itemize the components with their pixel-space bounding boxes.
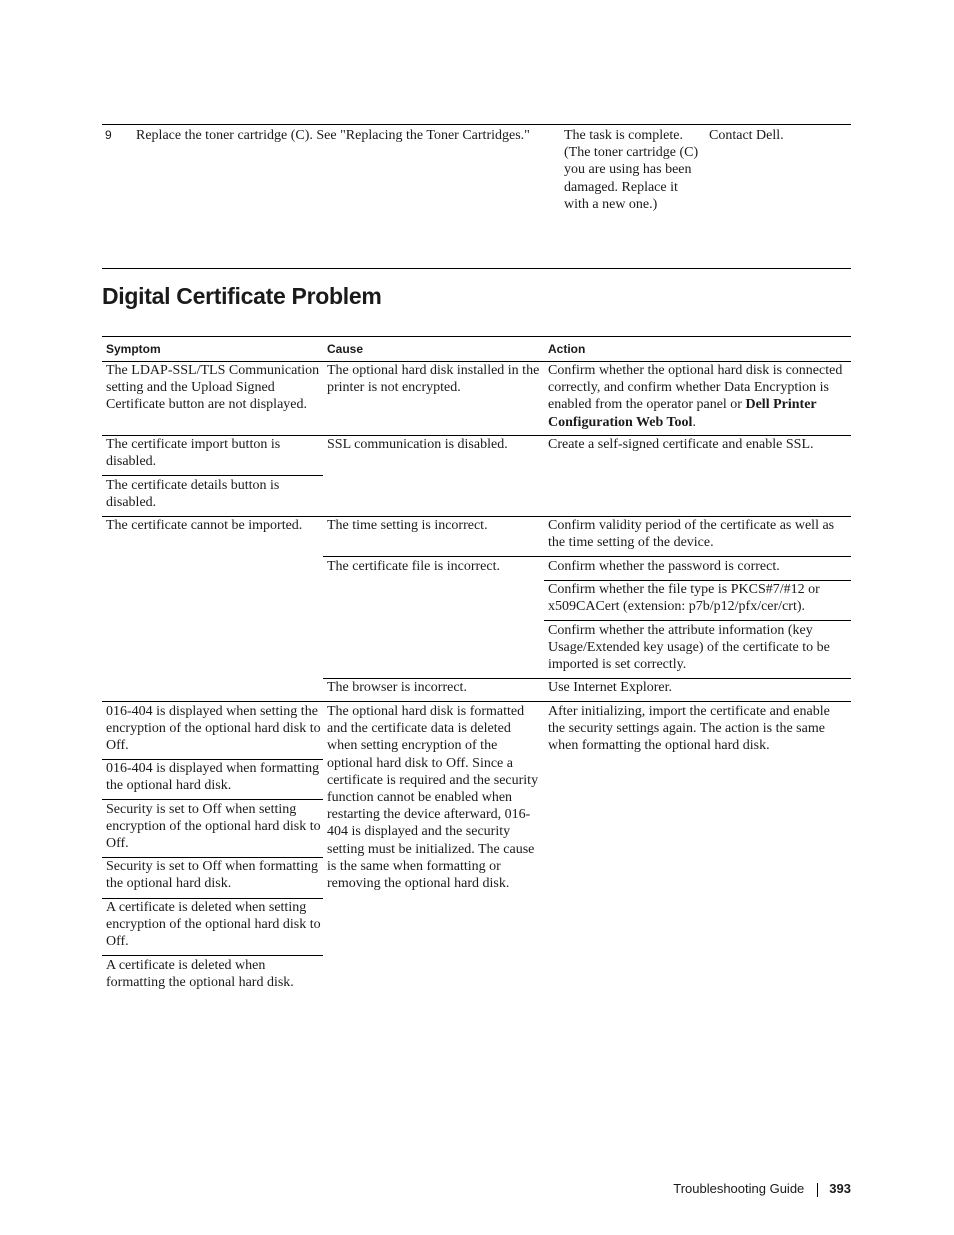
cause-cell: The optional hard disk installed in the printer is not encrypted.	[327, 363, 540, 396]
action-text: Confirm whether the optional hard disk is connected correctly, and confirm whether Data Encryption is enabled from the operator panel or	[548, 363, 843, 413]
action-cell: Create a self-signed certificate and enable SSL.	[548, 437, 814, 452]
step-number: 9	[105, 128, 112, 142]
footer-label: Troubleshooting Guide	[673, 1181, 805, 1196]
action-cell: Confirm whether the file type is PKCS#7/#12 or x509CACert (extension: p7b/p12/pfx/cer/crt).	[548, 582, 820, 615]
table-header-row	[102, 336, 851, 362]
row-divider	[102, 799, 323, 800]
cause-cell: The optional hard disk is formatted and the certificate data is deleted when setting encryption of the optional hard disk to Off. Since a certificate is required and the security function cannot be enabled when restarting the device afterward, 016-404 is displayed and the security setting must be initialized. The cause is the same when formatting or removing the optional hard disk.	[327, 704, 539, 892]
row-divider	[102, 701, 851, 702]
action-cell: Confirm validity period of the certificate as well as the time setting of the device.	[548, 518, 835, 551]
action-cell: Confirm whether the attribute information (key Usage/Extended key usage) of the certificate to be imported is set correctly.	[548, 623, 830, 673]
header-action: Action	[548, 342, 586, 356]
symptom-cell: A certificate is deleted when setting encryption of the optional hard disk to Off.	[106, 900, 321, 950]
row-divider	[102, 955, 323, 956]
row-divider	[102, 516, 851, 517]
page-number: 393	[829, 1181, 851, 1196]
row-divider	[323, 556, 851, 557]
symptom-cell: 016-404 is displayed when formatting the optional hard disk.	[106, 761, 320, 794]
action-cell: After initializing, import the certificate and enable the security settings again. The action is the same when formatting the optional hard disk.	[548, 704, 830, 754]
symptom-cell: The certificate details button is disabled.	[106, 478, 280, 511]
footer-separator	[817, 1183, 818, 1197]
symptom-cell: Security is set to Off when formatting the optional hard disk.	[106, 859, 319, 892]
symptom-cell: The certificate cannot be imported.	[106, 518, 303, 533]
symptom-cell: Security is set to Off when setting encryption of the optional hard disk to Off.	[106, 802, 321, 852]
symptom-cell: The certificate import button is disabled.	[106, 437, 281, 470]
symptom-cell: The LDAP-SSL/TLS Communication setting and the Upload Signed Certificate button are not displayed.	[106, 363, 320, 413]
step-table-top-rule	[102, 124, 851, 125]
row-divider	[323, 678, 851, 679]
header-cause: Cause	[327, 342, 364, 356]
page-footer	[673, 1181, 851, 1197]
step-instruction: Replace the toner cartridge (C). See "Replacing the Toner Cartridges."	[136, 128, 530, 143]
section-title: Digital Certificate Problem	[102, 283, 382, 309]
row-divider	[102, 857, 323, 858]
web-tool-name: Dell Printer Configuration Web Tool	[548, 397, 817, 430]
step-no-result: Contact Dell.	[709, 128, 784, 143]
cause-cell: SSL communication is disabled.	[327, 437, 508, 452]
header-symptom: Symptom	[106, 342, 161, 356]
cause-cell: The certificate file is incorrect.	[327, 559, 500, 574]
action-cell: Confirm whether the password is correct.	[548, 559, 780, 574]
section-rule	[102, 268, 851, 269]
step-yes-result: The task is complete. (The toner cartridge (C) you are using has been damaged. Replace it with a new one.)	[564, 128, 699, 212]
cause-cell: The time setting is incorrect.	[327, 518, 488, 533]
row-divider	[102, 475, 323, 476]
action-cell: Use Internet Explorer.	[548, 680, 673, 695]
row-divider	[102, 898, 323, 899]
cause-cell: The browser is incorrect.	[327, 680, 467, 695]
action-text-end: .	[692, 414, 696, 430]
symptom-cell: A certificate is deleted when formatting the optional hard disk.	[106, 958, 294, 991]
action-cell	[544, 362, 851, 431]
row-divider	[102, 435, 851, 436]
row-divider	[102, 759, 323, 760]
row-divider	[544, 620, 851, 621]
row-divider	[544, 580, 851, 581]
symptom-cell: 016-404 is displayed when setting the encryption of the optional hard disk to Off.	[106, 704, 321, 754]
